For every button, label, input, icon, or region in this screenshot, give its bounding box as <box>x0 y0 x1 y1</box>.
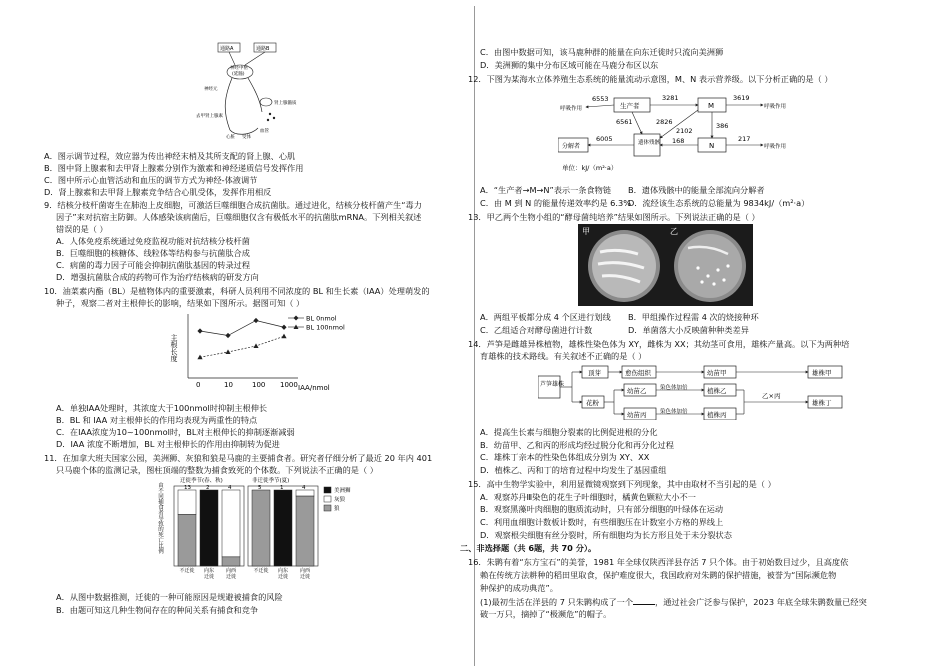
bar-count-label: 4 <box>302 485 306 491</box>
q14-stem-1: 14．芦笋是雌雄异株植物，雄株性染色体为 XY，雌株为 XX；其幼茎可食用，雄株产量高。以下为两种培 <box>468 339 850 349</box>
bar-segment <box>178 514 196 566</box>
label-receptor: 受体 <box>242 135 251 140</box>
val-3619: 3619 <box>733 94 750 102</box>
label-medulla: (延髓) <box>232 72 245 77</box>
x-category-label <box>204 567 214 580</box>
q14-stem-2: 育雄株的技术路线。有关叙述不正确的是（ ） <box>480 351 647 361</box>
box-pollen: 花粉 <box>586 399 599 407</box>
label-yi: 乙 <box>670 227 678 236</box>
q10-option-d: D．IAA 浓度不断增加，BL 对主根伸长的作用由抑制转为促进 <box>56 439 280 449</box>
x-tick-label: 100 <box>252 381 266 389</box>
label-neuron: 神经元 <box>204 87 218 92</box>
chart-legend <box>288 315 345 332</box>
box-decomposer: 分解者 <box>562 143 581 150</box>
val-6561: 6561 <box>616 118 633 126</box>
bar-count-label: 4 <box>228 485 232 491</box>
bar-count-label: 1 <box>280 485 284 491</box>
q9-option-d: D．增强抗菌肽合成的药物可作为治疗结核病的研发方向 <box>56 272 259 282</box>
val-386: 386 <box>716 122 729 130</box>
deer-predation-bar-chart <box>148 476 358 586</box>
legend-label: BL 0nmol <box>306 314 337 323</box>
box-detritus: 遗体残骸 <box>638 140 661 146</box>
x-category-label <box>278 567 288 580</box>
bar-segment <box>222 557 240 566</box>
label-blood-vessel: 血管 <box>260 129 269 134</box>
bar-count-label: 5 <box>258 485 262 491</box>
neuro-regulation-figure <box>190 40 300 140</box>
x-category-label-part: 迁徙 <box>225 574 237 580</box>
q12-stem: 12．下图为某海水立体养殖生态系统的能量流动示意图，M、N 表示营养级。以下分析正确的是（ ） <box>468 74 833 84</box>
q10-stem-2: 种子，观察二者对主根伸长的影响，结果如下图所示。据图可知（ ） <box>56 298 305 308</box>
legend-swatch <box>324 496 331 502</box>
bar-segment <box>274 490 292 566</box>
q14-option-d: D．植株乙、丙和丁的培育过程中均发生了基因重组 <box>480 465 667 475</box>
section-2-heading: 二、非选择题（共 6题，共 70 分）。 <box>460 543 597 553</box>
q12-option-c: C．由 M 到 N 的能量传递效率约是 6.3% <box>480 198 631 208</box>
x-tick-label: 10 <box>224 381 233 389</box>
q13-option-c: C．乙组适合对酵母菌进行计数 <box>480 325 593 335</box>
asparagus-breeding-flowchart <box>538 362 858 420</box>
data-point <box>281 334 286 339</box>
label-cross: 乙×丙 <box>762 392 781 400</box>
label-double-1: 染色体加倍 <box>660 385 688 391</box>
box-seedling-jia: 幼苗甲 <box>707 369 727 377</box>
val-168: 168 <box>672 137 685 145</box>
val-2826: 2826 <box>656 118 673 126</box>
q9-option-a: A．人体免疫系统通过免疫监视功能对抗结核分枝杆菌 <box>56 236 250 246</box>
x-category-label <box>226 567 236 580</box>
q10-option-c: C．在IAA浓度为10~100nmol时，BL对主根伸长的抑制逐渐减弱 <box>56 427 295 437</box>
label-jia: 甲 <box>582 227 590 236</box>
q11-option-a: A．从图中数据推测，迁徙的一种可能原因是规避被捕食的风险 <box>56 592 283 602</box>
x-tick-label: 1000 <box>280 381 298 389</box>
q10-stem-1: 10．油菜素内酯（BL）是植物体内的重要激素，科研人员利用不同浓度的 BL 和生长素（IAA）处理萌发的 <box>44 286 430 296</box>
q10-option-b: B．BL 和 IAA 对主根伸长的作用均表现为两重性的特点 <box>56 415 258 425</box>
x-category-label-part: 迁徙 <box>299 574 311 580</box>
data-point <box>225 333 230 338</box>
box-top-bud: 顶芽 <box>588 369 601 377</box>
q16-sub1-line2: 破一万只，摘掉了“极濒危”的帽子。 <box>480 609 612 619</box>
label-resp-1: 呼吸作用 <box>560 106 583 112</box>
q11-option-c: C．由图中数据可知，该马鹿种群的能量在向东迁徙时只流向美洲狮 <box>480 47 724 57</box>
q11-stem-1: 11．在加拿大班夫国家公园，美洲狮、灰狼和狼是马鹿的主要捕食者。研究者仔细分析了最近 20 年内 401 <box>44 453 433 463</box>
q15-option-d: D．观察根尖细胞有丝分裂时，所有细胞均为长方形且处于未分裂状态 <box>480 530 732 540</box>
legend-label: 狼 <box>334 506 340 512</box>
box-producer: 生产者 <box>620 102 640 110</box>
series-line-1 <box>200 321 284 336</box>
data-point <box>253 343 258 348</box>
q9-stem-1: 9．结核分枝杆菌寄生在肺泡上皮细胞，可激活巨噬细胞合成抗菌肽。通过进化，结核分枝杆菌产生“毒力 <box>44 200 422 210</box>
q8-option-c: C．图中所示心血管活动和血压的调节方式为神经-体液调节 <box>44 175 258 185</box>
label-path-b: 通路B <box>256 46 270 52</box>
val-6005: 6005 <box>596 135 613 143</box>
label-nerve-center: 神经中枢 <box>230 66 248 71</box>
data-point <box>281 325 286 330</box>
q11-option-d: D．美洲狮的集中分布区域可能在马鹿分布区以东 <box>480 60 659 70</box>
x-category-label-part: 不迁徙 <box>179 568 195 574</box>
box-n: N <box>709 142 715 150</box>
box-m: M <box>708 102 715 110</box>
label-path-a: 通路A <box>220 46 234 52</box>
q9-option-b: B．巨噬细胞的核糖体、线粒体等结构参与抗菌肽合成 <box>56 248 250 258</box>
bar-count-label: 13 <box>184 485 191 491</box>
q13-option-a: A．两组平板都分成 4 个区进行划线 <box>480 312 611 322</box>
chart-x-ticks <box>196 381 298 389</box>
x-category-label <box>300 567 310 580</box>
q15-option-c: C．利用血细胞计数板计数时，有些细胞压在计数室小方格的界线上 <box>480 517 724 527</box>
data-point <box>197 328 202 333</box>
bl-iaa-line-chart <box>148 306 348 396</box>
q15-option-b: B．观察黑藻叶肉细胞的胞质流动时，只有部分细胞的叶绿体在运动 <box>480 504 724 514</box>
bar-segment <box>200 490 218 566</box>
box-plant-bing: 植株丙 <box>707 411 727 419</box>
q13-option-d: D．单菌落大小反映菌种种类差异 <box>628 325 749 335</box>
chart2-group-1: 迁徙季节(春、秋) <box>180 478 223 484</box>
bar-segment <box>178 490 196 514</box>
chart-xlabel: IAA/nmol <box>298 384 330 392</box>
q16-sub1-b: ，通过社会广泛参与保护，2023 年底全球朱鹮数量已经突 <box>655 597 867 607</box>
q16-stem-1: 16．朱鹮有着“东方宝石”的美誉，1981 年全球仅陕西洋县存活 7 只个体。由于初始数目过少，且高度依 <box>468 557 849 567</box>
x-category-label-part: 向西 <box>225 568 237 574</box>
q16-stem-2: 赖在传统方法耕种的稻田里取食，保护难度很大，我国政府对朱鹮的保护措施，被誉为“国际濒危物 <box>480 570 837 580</box>
x-category-label-part: 向东 <box>277 568 289 574</box>
q11-stem-2: 只马鹿个体的监测记录，图柱顶端的整数为捕食致死的个体数。下列说法不正确的是（ ） <box>56 465 378 475</box>
x-category-label-part: 不迁徙 <box>253 568 269 574</box>
data-point <box>253 318 258 323</box>
box-male-jia: 雄株甲 <box>812 369 832 377</box>
label-resp-2: 呼吸作用 <box>764 104 787 110</box>
q15-option-a: A．观察苏丹Ⅲ染色的花生子叶细胞时，橘黄色颗粒大小不一 <box>480 492 696 502</box>
q10-option-a: A．单独IAA处理时，其浓度大于100nmol时抑制主根伸长 <box>56 403 268 413</box>
label-heart: 心脏 <box>226 135 235 140</box>
x-category-label-part: 向西 <box>299 568 311 574</box>
q16-sub1-a: (1)最初生活在洋县的 7 只朱鹮构成了一个 <box>480 597 634 607</box>
legend-swatch <box>324 487 331 493</box>
x-category-label <box>179 567 194 574</box>
box-seedling-yi: 幼苗乙 <box>627 387 647 395</box>
x-category-label-part: 迁徙 <box>277 574 289 580</box>
q12-option-b: B．遗体残骸中的能量全部流向分解者 <box>628 185 765 195</box>
legend-label: 灰狼 <box>334 497 346 503</box>
q14-option-a: A．提高生长素与细胞分裂素的比例促进根的分化 <box>480 427 658 437</box>
q14-option-c: C．雄株丁亲本的性染色体组成分别为 XY、XX <box>480 452 650 462</box>
bar-segment <box>296 496 314 566</box>
q8-option-d: D．肾上腺素和去甲肾上腺素竞争结合心肌受体，发挥作用相反 <box>44 187 272 197</box>
q13-option-b: B．甲组操作过程需 4 次的烧接种环 <box>628 312 759 322</box>
box-male-ding: 雄株丁 <box>812 399 832 407</box>
q12-option-a: A．“生产者→M→N”表示一条食物链 <box>480 185 612 195</box>
bar-count-label: 2 <box>206 485 210 491</box>
box-plant: 芦笋雄株 <box>540 381 565 388</box>
energy-flow-diagram <box>558 88 798 178</box>
bar-segment <box>252 490 270 566</box>
legend-swatch <box>324 505 331 511</box>
label-double-2: 染色体加倍 <box>660 409 688 415</box>
x-category-label-part: 向东 <box>203 568 215 574</box>
chart2-legend <box>324 486 351 512</box>
data-point <box>225 349 230 354</box>
q14-option-b: B．幼苗甲、乙和丙的形成均经过脱分化和再分化过程 <box>480 440 674 450</box>
chart-ylabel: 主根长度 <box>170 334 178 362</box>
x-tick-label: 0 <box>196 381 201 389</box>
series-line-2 <box>200 336 284 357</box>
q9-option-c: C．病菌的毒力因子可能会抑制抗菌肽基因的转录过程 <box>56 260 251 270</box>
box-callus: 愈伤组织 <box>625 369 651 377</box>
box-seedling-bing: 幼苗丙 <box>627 411 647 419</box>
bar-segment <box>222 490 240 557</box>
chart2-ylabel: 由不同捕食者导致的死亡比例 <box>157 482 163 554</box>
box-plant-yi: 植株乙 <box>707 387 727 395</box>
x-category-label <box>253 567 268 574</box>
val-217: 217 <box>738 135 751 143</box>
val-3281: 3281 <box>662 94 679 102</box>
q15-stem: 15．高中生物学实验中，利用显微镜观察到下列现象，其中由取材不当引起的是（ ） <box>468 479 776 489</box>
q9-stem-2: 因子”来对抗宿主防御。人体感染该病菌后，巨噬细胞仅含有极低水平的抗菌肽mRNA。下列相关叙述 <box>56 212 422 222</box>
label-adrenal-medulla: 肾上腺髓质 <box>274 101 297 106</box>
q12-option-d: D．流经该生态系统的总能量为 9834kJ/（m²·a） <box>628 198 810 208</box>
chart2-group-2: 非迁徙季节(夏) <box>252 478 290 484</box>
q16-stem-3: 种保护的成功典范”。 <box>480 583 558 593</box>
q16-answer-blank[interactable] <box>633 596 655 605</box>
q8-option-a: A．图示调节过程，效应器为传出神经末梢及其所支配的肾上腺、心肌 <box>44 151 296 161</box>
q11-option-b: B．由题可知这几种生物间存在的种间关系有捕食和竞争 <box>56 605 259 615</box>
petri-dish-photo <box>578 224 753 306</box>
q13-stem: 13．甲乙两个生物小组的“酵母菌纯培养”结果如图所示。下列说法正确的是（ ） <box>468 212 760 222</box>
val-6553: 6553 <box>592 95 609 103</box>
q16-sub1-line1 <box>480 596 867 608</box>
legend-label: 美洲狮 <box>334 488 351 494</box>
legend-label: BL 100nmol <box>306 323 345 332</box>
label-epinephrine: 去甲肾上腺素 <box>196 114 223 119</box>
val-2102: 2102 <box>676 127 693 135</box>
q9-stem-3: 错误的是（ ） <box>56 224 108 234</box>
label-resp-3: 呼吸作用 <box>764 144 787 150</box>
energy-unit: 单位：kJ/（m²·a） <box>562 164 618 172</box>
q8-option-b: B．图中肾上腺素和去甲肾上腺素分别作为激素和神经递质信号发挥作用 <box>44 163 304 173</box>
x-category-label-part: 迁徙 <box>203 574 215 580</box>
